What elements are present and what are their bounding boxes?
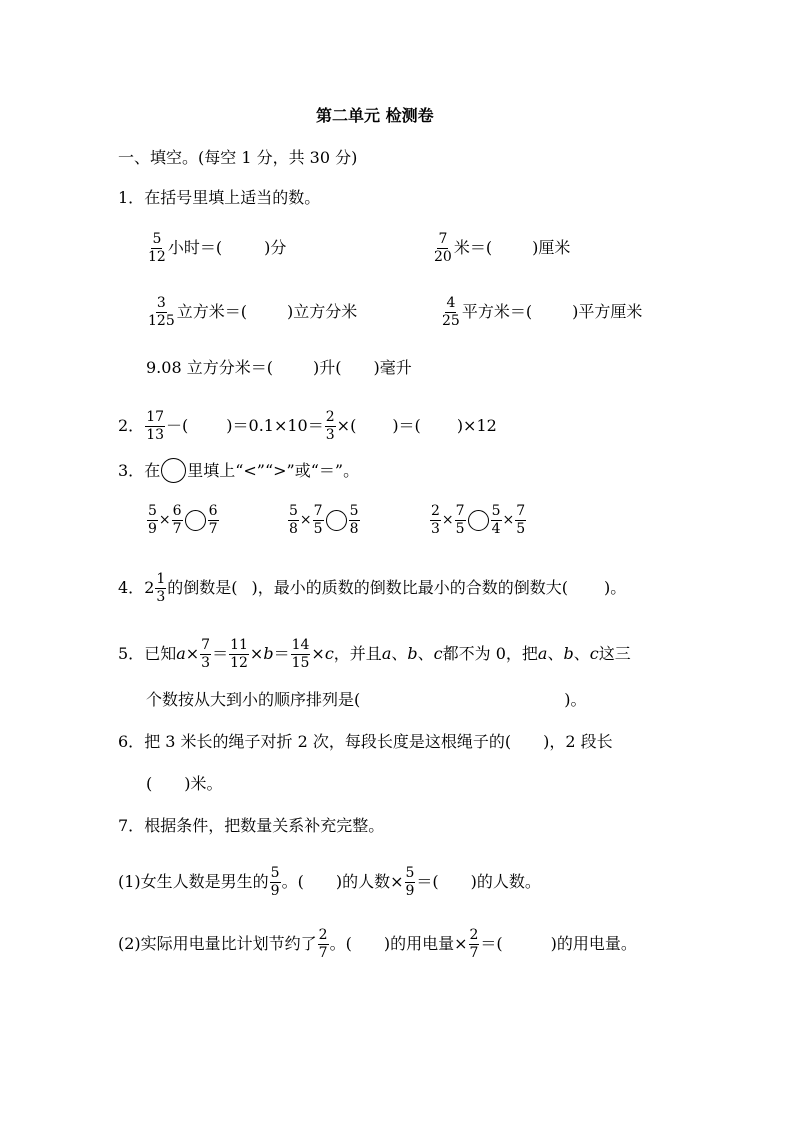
- question-text: 在: [144, 460, 161, 480]
- question-text: 个数按从大到小的顺序排列是(: [146, 690, 361, 709]
- expression-text: ×(: [336, 416, 357, 436]
- question-4: [118, 572, 626, 604]
- page-title: [316, 108, 434, 124]
- item-text: )立方分米: [286, 302, 358, 322]
- item-text: 9.08 立方分米＝(: [146, 358, 273, 377]
- question-5-line-2: [146, 692, 587, 708]
- q3-expression-3: [429, 504, 527, 536]
- q1-item-c: [146, 296, 357, 328]
- question-text: )。: [604, 578, 627, 598]
- fraction: $\frac{5}{9}$: [148, 503, 157, 537]
- question-7: [118, 818, 384, 834]
- fraction: $\frac{11}{12}$: [230, 637, 248, 671]
- comparison-circle-input[interactable]: [185, 510, 206, 531]
- question-3: [118, 458, 359, 483]
- fraction: $\frac{4}{25}$: [442, 295, 460, 329]
- fraction: $\frac{17}{13}$: [146, 409, 165, 443]
- q7-part-2: (2)实际用电量比计划节约了 $\frac{2}{7}$ 。( )的用电量× $\frac{2}{7}$ ＝( )的用电量。: [118, 927, 637, 961]
- fraction: $\frac{5}{9}$: [405, 865, 415, 899]
- operator: ×: [502, 512, 515, 529]
- fraction: $\frac{6}{7}$: [172, 503, 182, 537]
- q1-item-d: [440, 296, 642, 328]
- item-text: 立方米＝(: [176, 302, 247, 322]
- question-2: [118, 410, 497, 442]
- comparison-circle-input[interactable]: [326, 510, 347, 531]
- fraction: $\frac{2}{3}$: [325, 409, 335, 443]
- question-text: 里填上“<”“>”或“＝”。: [187, 460, 360, 480]
- title-text: 第二单元 检测卷: [316, 106, 434, 125]
- fraction: $\frac{7}{5}$: [516, 503, 526, 537]
- question-text: )。: [564, 690, 587, 709]
- fraction: $\frac{5}{9}$: [270, 865, 280, 899]
- question-number: 4．: [118, 578, 145, 598]
- expression-text: )×12: [456, 416, 497, 436]
- question-6-line-2: [146, 776, 223, 792]
- fraction: $\frac{6}{7}$: [208, 503, 218, 537]
- q3-expression-1: [146, 504, 220, 536]
- section-heading: [118, 150, 357, 166]
- variable-b: b: [263, 644, 274, 664]
- item-text: )毫升: [373, 358, 412, 377]
- mixed-number: 2 $\frac{1}{3}$: [144, 571, 166, 605]
- question-text: 根据条件，把数量关系补充完整。: [144, 816, 385, 835]
- fraction: $\frac{7}{20}$: [434, 231, 452, 265]
- fraction: $\frac{7}{5}$: [313, 503, 323, 537]
- fraction: $\frac{7}{5}$: [455, 503, 465, 537]
- comparison-circle-input[interactable]: [468, 510, 489, 531]
- operator: ×: [441, 512, 454, 529]
- comparison-circle-icon: [161, 458, 186, 483]
- question-number: 3．: [118, 460, 145, 480]
- variable-a: a: [176, 644, 186, 664]
- part-label: (2)实际用电量比计划节约了: [118, 934, 317, 954]
- fraction: $\frac{3}{125}$: [148, 295, 175, 329]
- fraction: $\frac{5}{4}$: [491, 503, 501, 537]
- item-text: )厘米: [532, 238, 571, 258]
- q1-item-e: [146, 360, 412, 376]
- question-text: 把 3 米长的绳子对折 2 次，每段长度是这根绳子的(: [144, 732, 512, 751]
- expression-text: －(: [166, 416, 189, 436]
- q1-item-a: [146, 232, 286, 264]
- item-text: )平方厘米: [572, 302, 643, 322]
- question-number: 7．: [118, 816, 145, 835]
- question-text: 在括号里填上适当的数。: [144, 188, 321, 207]
- question-6: [118, 734, 613, 750]
- question-text: (: [146, 774, 153, 793]
- question-number: 5．: [118, 644, 145, 664]
- fraction: $\frac{5}{12}$: [148, 231, 166, 265]
- question-text: )，最小的质数的倒数比最小的合数的倒数大(: [251, 578, 569, 598]
- item-text: 米＝(: [453, 238, 493, 258]
- part-label: (1)女生人数是男生的: [118, 872, 269, 892]
- question-text: )米。: [184, 774, 223, 793]
- item-text: )分: [264, 238, 287, 258]
- question-number: 6．: [118, 732, 145, 751]
- operator: ×: [158, 512, 171, 529]
- fraction: $\frac{2}{7}$: [318, 927, 328, 961]
- fraction: $\frac{7}{3}$: [201, 637, 211, 671]
- variable-c: c: [324, 644, 334, 664]
- question-text: )，2 段长: [543, 732, 613, 751]
- q3-expression-2: [287, 504, 361, 536]
- item-text: 小时＝(: [167, 238, 223, 258]
- fraction: $\frac{2}{7}$: [469, 927, 479, 961]
- expression-text: )＝(: [392, 416, 421, 436]
- q1-item-b: [432, 232, 570, 264]
- fraction: $\frac{5}{8}$: [289, 503, 298, 537]
- question-5: 5． 已知 a × $\frac{7}{3}$ ＝ $\frac{11}{12}$ × b ＝ $\frac{14}{15}$ × c ，并且 a 、 b 、 c 都不为 0，把 a 、 b 、 c 这三: [118, 637, 631, 671]
- item-text: 平方米＝(: [461, 302, 533, 322]
- q7-part-1: (1)女生人数是男生的 $\frac{5}{9}$ 。( )的人数× $\frac{5}{9}$ ＝( )的人数。: [118, 865, 541, 899]
- expression-text: )＝0.1×10＝: [226, 416, 324, 436]
- question-number: 2．: [118, 416, 145, 436]
- question-text: 的倒数是(: [167, 578, 238, 598]
- operator: ×: [299, 512, 312, 529]
- fraction: $\frac{1}{3}$: [156, 571, 166, 605]
- fraction: $\frac{2}{3}$: [431, 503, 440, 537]
- fraction: $\frac{14}{15}$: [291, 637, 310, 671]
- question-number: 1．: [118, 188, 145, 207]
- item-text: )升(: [312, 358, 342, 377]
- fraction: $\frac{5}{8}$: [349, 503, 359, 537]
- question-1: [118, 190, 320, 206]
- section-heading-text: 一、填空。(每空 1 分，共 30 分): [118, 148, 358, 167]
